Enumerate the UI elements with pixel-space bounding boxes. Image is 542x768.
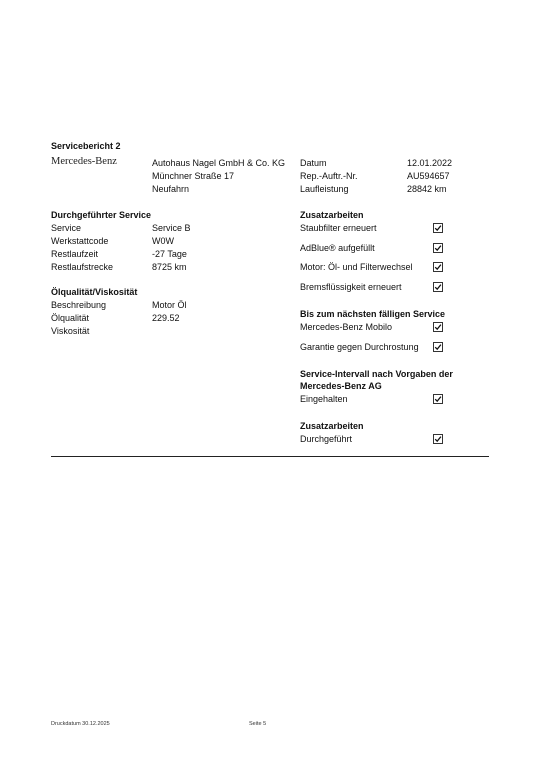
- section-divider: [51, 456, 489, 457]
- extra-work-item-label: Bremsflüssigkeit erneuert: [300, 282, 402, 292]
- checkbox-icon: [433, 243, 443, 253]
- oil-quality-label: Ölqualität: [51, 313, 90, 323]
- meta-value-date: 12.01.2022: [407, 158, 453, 168]
- dealer-city: Neufahrn: [152, 184, 190, 194]
- next-service-item-label: Mercedes-Benz Mobilo: [300, 322, 393, 332]
- brand-logo-text: Mercedes-Benz: [51, 156, 117, 167]
- checkbox-icon: [433, 223, 443, 233]
- checkbox-icon: [433, 322, 443, 332]
- extra-work-2-heading: Zusatzarbeiten: [300, 421, 364, 431]
- print-date: Druckdatum 30.12.2025: [51, 721, 110, 727]
- oil-viscosity-label: Viskosität: [51, 326, 90, 336]
- interval-heading-line1: Service-Intervall nach Vorgaben der: [300, 369, 453, 379]
- interval-item-label: Eingehalten: [300, 394, 348, 404]
- extra-work-item-label: Motor: Öl- und Filterwechsel: [300, 262, 413, 272]
- service-label: Service: [51, 223, 82, 233]
- remaining-time-label: Restlaufzeit: [51, 249, 99, 259]
- meta-label-date: Datum: [300, 158, 327, 168]
- service-value: Service B: [152, 223, 191, 233]
- oil-description-value: Motor Öl: [152, 300, 187, 310]
- remaining-distance-value: 8725 km: [152, 262, 187, 272]
- extra-work-item-label: Staubfilter erneuert: [300, 223, 377, 233]
- remaining-time-value: -27 Tage: [152, 249, 187, 259]
- checkbox-icon: [433, 262, 443, 272]
- dealer-street: Münchner Straße 17: [152, 171, 235, 181]
- extra-work-heading: Zusatzarbeiten: [300, 210, 364, 220]
- meta-label-mileage: Laufleistung: [300, 184, 349, 194]
- workshop-code-label: Werkstattcode: [51, 236, 109, 246]
- dealer-name: Autohaus Nagel GmbH & Co. KG: [152, 158, 286, 168]
- extra-work-2-item-label: Durchgeführt: [300, 434, 353, 444]
- next-service-heading: Bis zum nächsten fälligen Service: [300, 309, 446, 319]
- extra-work-item-label: AdBlue® aufgefüllt: [300, 243, 375, 253]
- workshop-code-value: W0W: [152, 236, 174, 246]
- checkbox-icon: [433, 282, 443, 292]
- remaining-distance-label: Restlaufstrecke: [51, 262, 114, 272]
- page-number: Seite 5: [249, 721, 267, 727]
- meta-label-order: Rep.-Auftr.-Nr.: [300, 171, 358, 181]
- report-title: Servicebericht 2: [51, 141, 121, 151]
- oil-quality-value: 229.52: [152, 313, 180, 323]
- meta-value-mileage: 28842 km: [407, 184, 447, 194]
- oil-heading: Ölqualität/Viskosität: [51, 287, 138, 297]
- interval-heading-line2: Mercedes-Benz AG: [300, 381, 382, 391]
- service-heading: Durchgeführter Service: [51, 210, 152, 220]
- meta-value-order: AU594657: [407, 171, 450, 181]
- checkbox-icon: [433, 342, 443, 352]
- checkbox-icon: [433, 394, 443, 404]
- checkbox-icon: [433, 434, 443, 444]
- next-service-item-label: Garantie gegen Durchrostung: [300, 342, 419, 352]
- oil-description-label: Beschreibung: [51, 300, 107, 310]
